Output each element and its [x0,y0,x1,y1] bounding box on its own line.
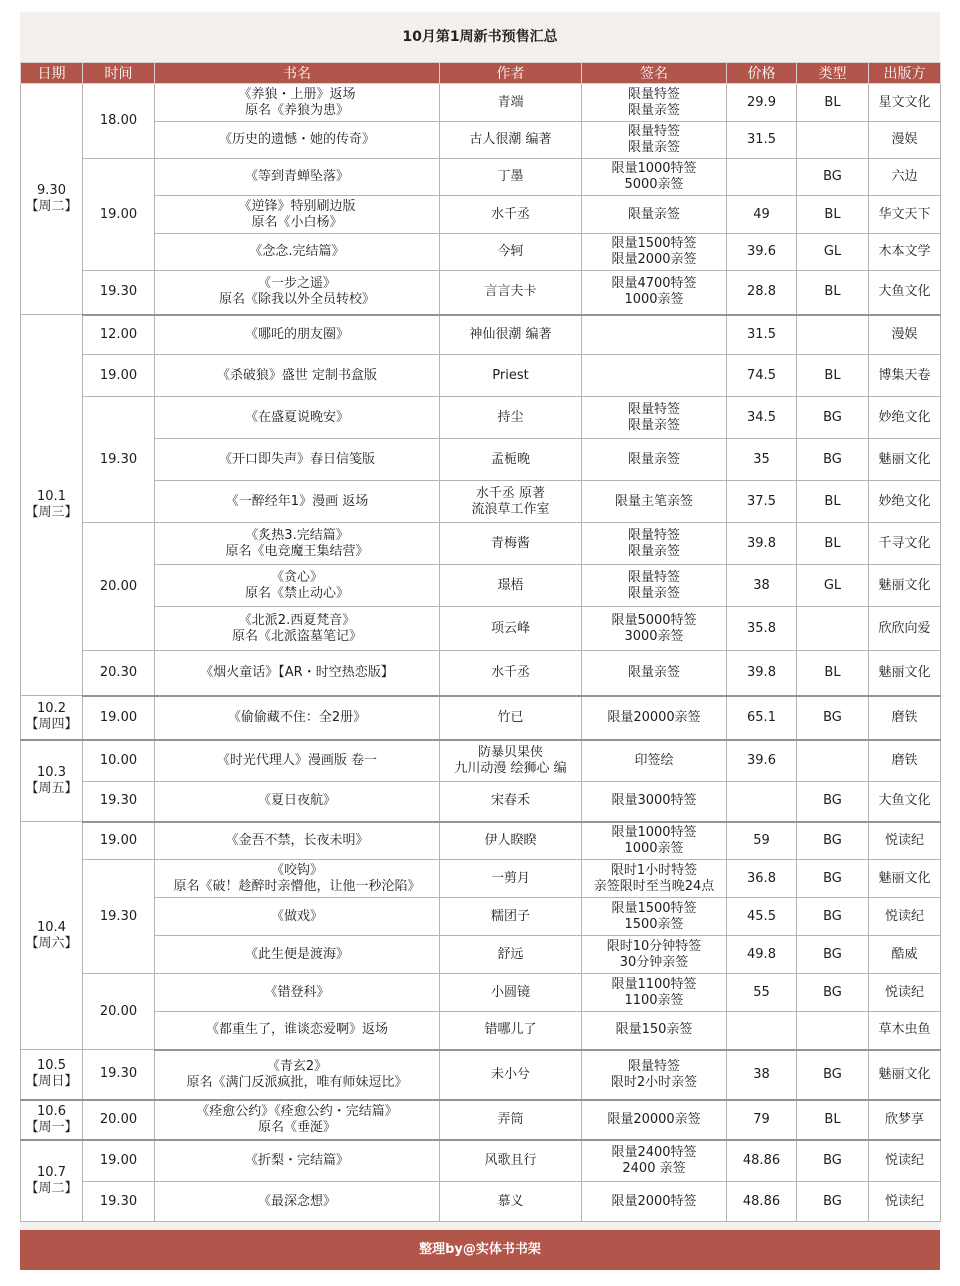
price-cell: 48.86 [727,1182,797,1222]
publisher-cell: 木本文学 [869,234,941,271]
book-title-cell: 《错登科》 [155,974,440,1012]
type-cell: BG [797,974,869,1012]
author-cell: 错哪儿了 [440,1012,582,1050]
type-cell: GL [797,234,869,271]
book-title-cell: 《北派2.西夏梵音》 原名《北派盗墓笔记》 [155,607,440,651]
type-cell: BG [797,1182,869,1222]
type-cell: BG [797,397,869,439]
book-title-cell: 《夏日夜航》 [155,782,440,822]
header-signature: 签名 [582,63,727,84]
time-cell: 19.30 [83,397,155,523]
book-title-cell: 《历史的遗憾・她的传奇》 [155,122,440,159]
type-cell [797,122,869,159]
book-title-cell: 《一醉经年1》漫画 返场 [155,481,440,523]
price-cell: 65.1 [727,696,797,740]
type-cell: BL [797,196,869,234]
book-title-cell: 《偷偷藏不住：全2册》 [155,696,440,740]
publisher-cell: 悦读纪 [869,974,941,1012]
price-cell: 35 [727,439,797,481]
type-cell: GL [797,565,869,607]
book-title-cell: 《哪吒的朋友圈》 [155,315,440,355]
time-cell: 19.00 [83,355,155,397]
time-cell: 20.00 [83,1100,155,1140]
signature-cell: 限量150亲签 [582,1012,727,1050]
table-row [21,1100,941,1140]
signature-cell: 限量3000特签 [582,782,727,822]
table-row [21,122,941,159]
author-cell: 水千丞 [440,651,582,696]
type-cell [797,607,869,651]
type-cell: BL [797,481,869,523]
time-cell: 19.30 [83,782,155,822]
author-cell: 糯团子 [440,898,582,936]
time-cell: 19.30 [83,1182,155,1222]
author-cell: 伊人睽睽 [440,822,582,860]
date-cell: 9.30 【周二】 [21,84,83,315]
book-title-cell: 《在盛夏说晚安》 [155,397,440,439]
signature-cell: 限量特签 限量亲签 [582,122,727,159]
price-cell: 45.5 [727,898,797,936]
time-cell: 19.00 [83,822,155,860]
book-title-cell: 《咬钩》 原名《破！趁醉时亲懵他，让他一秒沦陷》 [155,860,440,898]
type-cell: BG [797,782,869,822]
presale-table [20,62,941,1222]
type-cell [797,1012,869,1050]
signature-cell: 限量特签 限量亲签 [582,523,727,565]
author-cell: 青端 [440,84,582,122]
publisher-cell: 悦读纪 [869,822,941,860]
author-cell: 防暴贝果侠 九川动漫 绘狮心 编 [440,740,582,782]
publisher-cell: 欣梦享 [869,1100,941,1140]
publisher-cell: 魅丽文化 [869,565,941,607]
book-title-cell: 《开口即失声》春日信笺版 [155,439,440,481]
table-row [21,782,941,822]
table-row [21,565,941,607]
table-row [21,271,941,315]
type-cell: BL [797,271,869,315]
price-cell [727,782,797,822]
signature-cell: 限量1000特签 5000亲签 [582,159,727,196]
time-cell: 20.00 [83,523,155,651]
table-row [21,159,941,196]
signature-cell: 限量1500特签 1500亲签 [582,898,727,936]
presale-sheet [20,12,940,1270]
author-cell: 一剪月 [440,860,582,898]
header-author: 作者 [440,63,582,84]
price-cell: 28.8 [727,271,797,315]
table-row [21,523,941,565]
publisher-cell: 酷威 [869,936,941,974]
signature-cell: 印签绘 [582,740,727,782]
type-cell: BL [797,1100,869,1140]
time-cell: 19.00 [83,159,155,271]
time-cell: 19.00 [83,696,155,740]
table-row [21,196,941,234]
signature-cell: 限量亲签 [582,651,727,696]
author-cell: 项云峰 [440,607,582,651]
type-cell: BG [797,860,869,898]
author-cell: Priest [440,355,582,397]
time-cell: 10.00 [83,740,155,782]
table-row [21,974,941,1012]
type-cell: BG [797,1140,869,1182]
header-price: 价格 [727,63,797,84]
header-publisher: 出版方 [869,63,941,84]
book-title-cell: 《逆锋》特别刷边版 原名《小白杨》 [155,196,440,234]
publisher-cell: 星文文化 [869,84,941,122]
table-row [21,1012,941,1050]
author-cell: 言言夫卡 [440,271,582,315]
book-title-cell: 《杀破狼》盛世 定制书盒版 [155,355,440,397]
book-title-cell: 《炙热3.完结篇》 原名《电竞魔王集结营》 [155,523,440,565]
author-cell: 孟栀晚 [440,439,582,481]
time-cell: 12.00 [83,315,155,355]
book-title-cell: 《此生便是渡海》 [155,936,440,974]
book-title-cell: 《贪心》 原名《禁止动心》 [155,565,440,607]
book-title-cell: 《一步之遥》 原名《除我以外全员转校》 [155,271,440,315]
publisher-cell: 草木虫鱼 [869,1012,941,1050]
type-cell: BG [797,898,869,936]
publisher-cell: 千寻文化 [869,523,941,565]
table-row [21,84,941,122]
signature-cell: 限量5000特签 3000亲签 [582,607,727,651]
header-title: 书名 [155,63,440,84]
table-row [21,607,941,651]
author-cell: 未小兮 [440,1050,582,1100]
publisher-cell: 漫娱 [869,315,941,355]
price-cell: 39.6 [727,740,797,782]
author-cell: 风歌且行 [440,1140,582,1182]
type-cell [797,740,869,782]
price-cell: 48.86 [727,1140,797,1182]
type-cell [797,315,869,355]
type-cell: BG [797,159,869,196]
table-row [21,898,941,936]
publisher-cell: 博集天卷 [869,355,941,397]
time-cell: 19.30 [83,271,155,315]
table-row [21,936,941,974]
signature-cell: 限量20000亲签 [582,696,727,740]
header-time: 时间 [83,63,155,84]
time-cell: 20.00 [83,974,155,1050]
header-row [21,63,941,84]
publisher-cell: 磨铁 [869,740,941,782]
author-cell: 持尘 [440,397,582,439]
price-cell: 34.5 [727,397,797,439]
type-cell: BG [797,439,869,481]
price-cell: 31.5 [727,315,797,355]
signature-cell: 限量20000亲签 [582,1100,727,1140]
date-cell: 10.2 【周四】 [21,696,83,740]
time-cell: 19.30 [83,860,155,974]
publisher-cell: 悦读纪 [869,1182,941,1222]
price-cell: 39.8 [727,651,797,696]
author-cell: 弄筒 [440,1100,582,1140]
author-cell: 丁墨 [440,159,582,196]
publisher-cell: 六边 [869,159,941,196]
price-cell: 55 [727,974,797,1012]
publisher-cell: 欣欣向爱 [869,607,941,651]
credit-footer: 整理by@实体书书架 [20,1230,940,1270]
signature-cell [582,355,727,397]
book-title-cell: 《等到青蝉坠落》 [155,159,440,196]
publisher-cell: 魅丽文化 [869,860,941,898]
author-cell: 水千丞 [440,196,582,234]
signature-cell: 限量亲签 [582,439,727,481]
type-cell: BG [797,822,869,860]
table-row [21,1140,941,1182]
author-cell: 璟梧 [440,565,582,607]
author-cell: 慕义 [440,1182,582,1222]
table-row [21,860,941,898]
signature-cell [582,315,727,355]
price-cell: 38 [727,565,797,607]
table-row [21,315,941,355]
publisher-cell: 磨铁 [869,696,941,740]
publisher-cell: 漫娱 [869,122,941,159]
price-cell: 74.5 [727,355,797,397]
table-row [21,822,941,860]
signature-cell: 限时1小时特签 亲签限时至当晚24点 [582,860,727,898]
signature-cell: 限量4700特签 1000亲签 [582,271,727,315]
book-title-cell: 《最深念想》 [155,1182,440,1222]
price-cell: 31.5 [727,122,797,159]
table-row [21,481,941,523]
publisher-cell: 悦读纪 [869,898,941,936]
author-cell: 神仙很潮 编著 [440,315,582,355]
signature-cell: 限量特签 限量亲签 [582,565,727,607]
price-cell: 39.8 [727,523,797,565]
book-title-cell: 《念念.完结篇》 [155,234,440,271]
author-cell: 水千丞 原著 流浪草工作室 [440,481,582,523]
price-cell: 36.8 [727,860,797,898]
type-cell: BL [797,523,869,565]
table-row [21,651,941,696]
date-cell: 10.1 【周三】 [21,315,83,696]
book-title-cell: 《养狼・上册》返场 原名《养狼为患》 [155,84,440,122]
time-cell: 18.00 [83,84,155,159]
signature-cell: 限量亲签 [582,196,727,234]
author-cell: 古人很潮 编著 [440,122,582,159]
date-cell: 10.4 【周六】 [21,822,83,1050]
price-cell [727,159,797,196]
book-title-cell: 《烟火童话》【AR・时空热恋版】 [155,651,440,696]
type-cell: BG [797,1050,869,1100]
signature-cell: 限时10分钟特签 30分钟亲签 [582,936,727,974]
signature-cell: 限量2400特签 2400 亲签 [582,1140,727,1182]
date-cell: 10.7 【周二】 [21,1140,83,1222]
price-cell: 49 [727,196,797,234]
publisher-cell: 大鱼文化 [869,271,941,315]
table-row [21,355,941,397]
book-title-cell: 《都重生了，谁谈恋爱啊》返场 [155,1012,440,1050]
signature-cell: 限量1100特签 1100亲签 [582,974,727,1012]
price-cell: 59 [727,822,797,860]
price-cell: 49.8 [727,936,797,974]
table-row [21,439,941,481]
price-cell: 38 [727,1050,797,1100]
publisher-cell: 大鱼文化 [869,782,941,822]
signature-cell: 限量特签 限量亲签 [582,397,727,439]
author-cell: 小圆镜 [440,974,582,1012]
header-type: 类型 [797,63,869,84]
author-cell: 宋春禾 [440,782,582,822]
book-title-cell: 《做戏》 [155,898,440,936]
author-cell: 舒远 [440,936,582,974]
book-title-cell: 《折梨・完结篇》 [155,1140,440,1182]
header-date: 日期 [21,63,83,84]
book-title-cell: 《金吾不禁，长夜未明》 [155,822,440,860]
type-cell: BL [797,355,869,397]
price-cell: 37.5 [727,481,797,523]
signature-cell: 限量特签 限量亲签 [582,84,727,122]
price-cell [727,1012,797,1050]
time-cell: 19.30 [83,1050,155,1100]
time-cell: 19.00 [83,1140,155,1182]
table-row [21,234,941,271]
signature-cell: 限量1000特签 1000亲签 [582,822,727,860]
publisher-cell: 悦读纪 [869,1140,941,1182]
price-cell: 29.9 [727,84,797,122]
signature-cell: 限量特签 限时2小时亲签 [582,1050,727,1100]
table-row [21,740,941,782]
author-cell: 竹已 [440,696,582,740]
price-cell: 35.8 [727,607,797,651]
book-title-cell: 《青玄2》 原名《满门反派疯批，唯有师妹逗比》 [155,1050,440,1100]
type-cell: BG [797,936,869,974]
publisher-cell: 魅丽文化 [869,651,941,696]
signature-cell: 限量2000特签 [582,1182,727,1222]
publisher-cell: 华文天下 [869,196,941,234]
type-cell: BG [797,696,869,740]
date-cell: 10.3 【周五】 [21,740,83,822]
type-cell: BL [797,651,869,696]
publisher-cell: 妙绝文化 [869,397,941,439]
publisher-cell: 妙绝文化 [869,481,941,523]
book-title-cell: 《痊愈公约》《痊愈公约・完结篇》 原名《垂涎》 [155,1100,440,1140]
time-cell: 20.30 [83,651,155,696]
type-cell: BL [797,84,869,122]
table-row [21,1182,941,1222]
publisher-cell: 魅丽文化 [869,1050,941,1100]
book-title-cell: 《时光代理人》漫画版 卷一 [155,740,440,782]
publisher-cell: 魅丽文化 [869,439,941,481]
date-cell: 10.5 【周日】 [21,1050,83,1100]
price-cell: 79 [727,1100,797,1140]
sheet-title: 10月第1周新书预售汇总 [402,29,558,45]
date-cell: 10.6 【周一】 [21,1100,83,1140]
author-cell: 今轲 [440,234,582,271]
price-cell: 39.6 [727,234,797,271]
table-row [21,1050,941,1100]
author-cell: 青梅酱 [440,523,582,565]
signature-cell: 限量1500特签 限量2000亲签 [582,234,727,271]
signature-cell: 限量主笔亲签 [582,481,727,523]
table-row [21,397,941,439]
table-row [21,696,941,740]
